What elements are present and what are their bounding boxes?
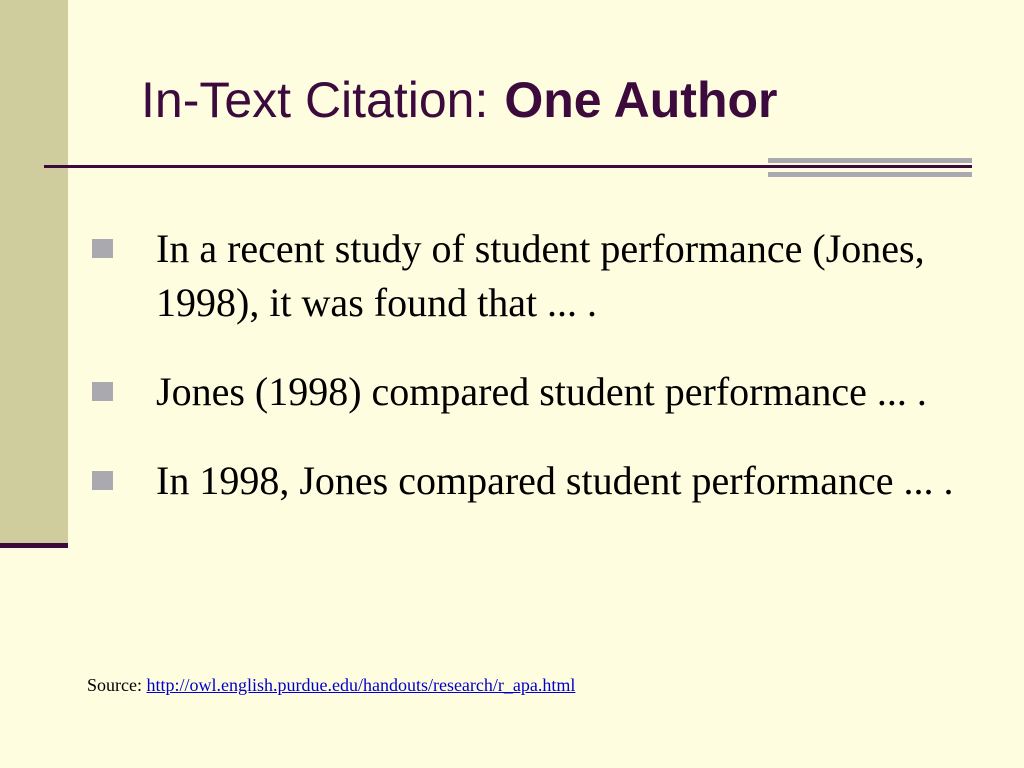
left-decorative-band (0, 0, 68, 546)
bullet-item (92, 454, 1012, 508)
accent-bar-bottom (768, 172, 972, 177)
bullet-item (92, 222, 1012, 330)
source-label: Source: (87, 675, 142, 695)
title-prefix: In-Text Citation: (141, 72, 489, 128)
bullet-text: In 1998, Jones compared student performance ... . (156, 458, 954, 503)
slide-title (141, 70, 778, 130)
title-divider (44, 165, 972, 168)
title-emphasis: One Author (504, 72, 778, 128)
square-bullet-icon (92, 471, 113, 490)
source-line (87, 674, 575, 696)
bullet-list (92, 222, 1012, 543)
bullet-text: In a recent study of student performance (Jones, 1998), it was found that ... . (156, 226, 925, 325)
bullet-item (92, 365, 1012, 419)
bullet-text: Jones (1998) compared student performance ... . (156, 369, 927, 414)
square-bullet-icon (92, 382, 113, 401)
square-bullet-icon (92, 239, 113, 258)
left-band-rule (0, 543, 68, 548)
accent-bar-top (768, 158, 972, 163)
source-link[interactable]: http://owl.english.purdue.edu/handouts/research/r_apa.html (146, 675, 576, 695)
